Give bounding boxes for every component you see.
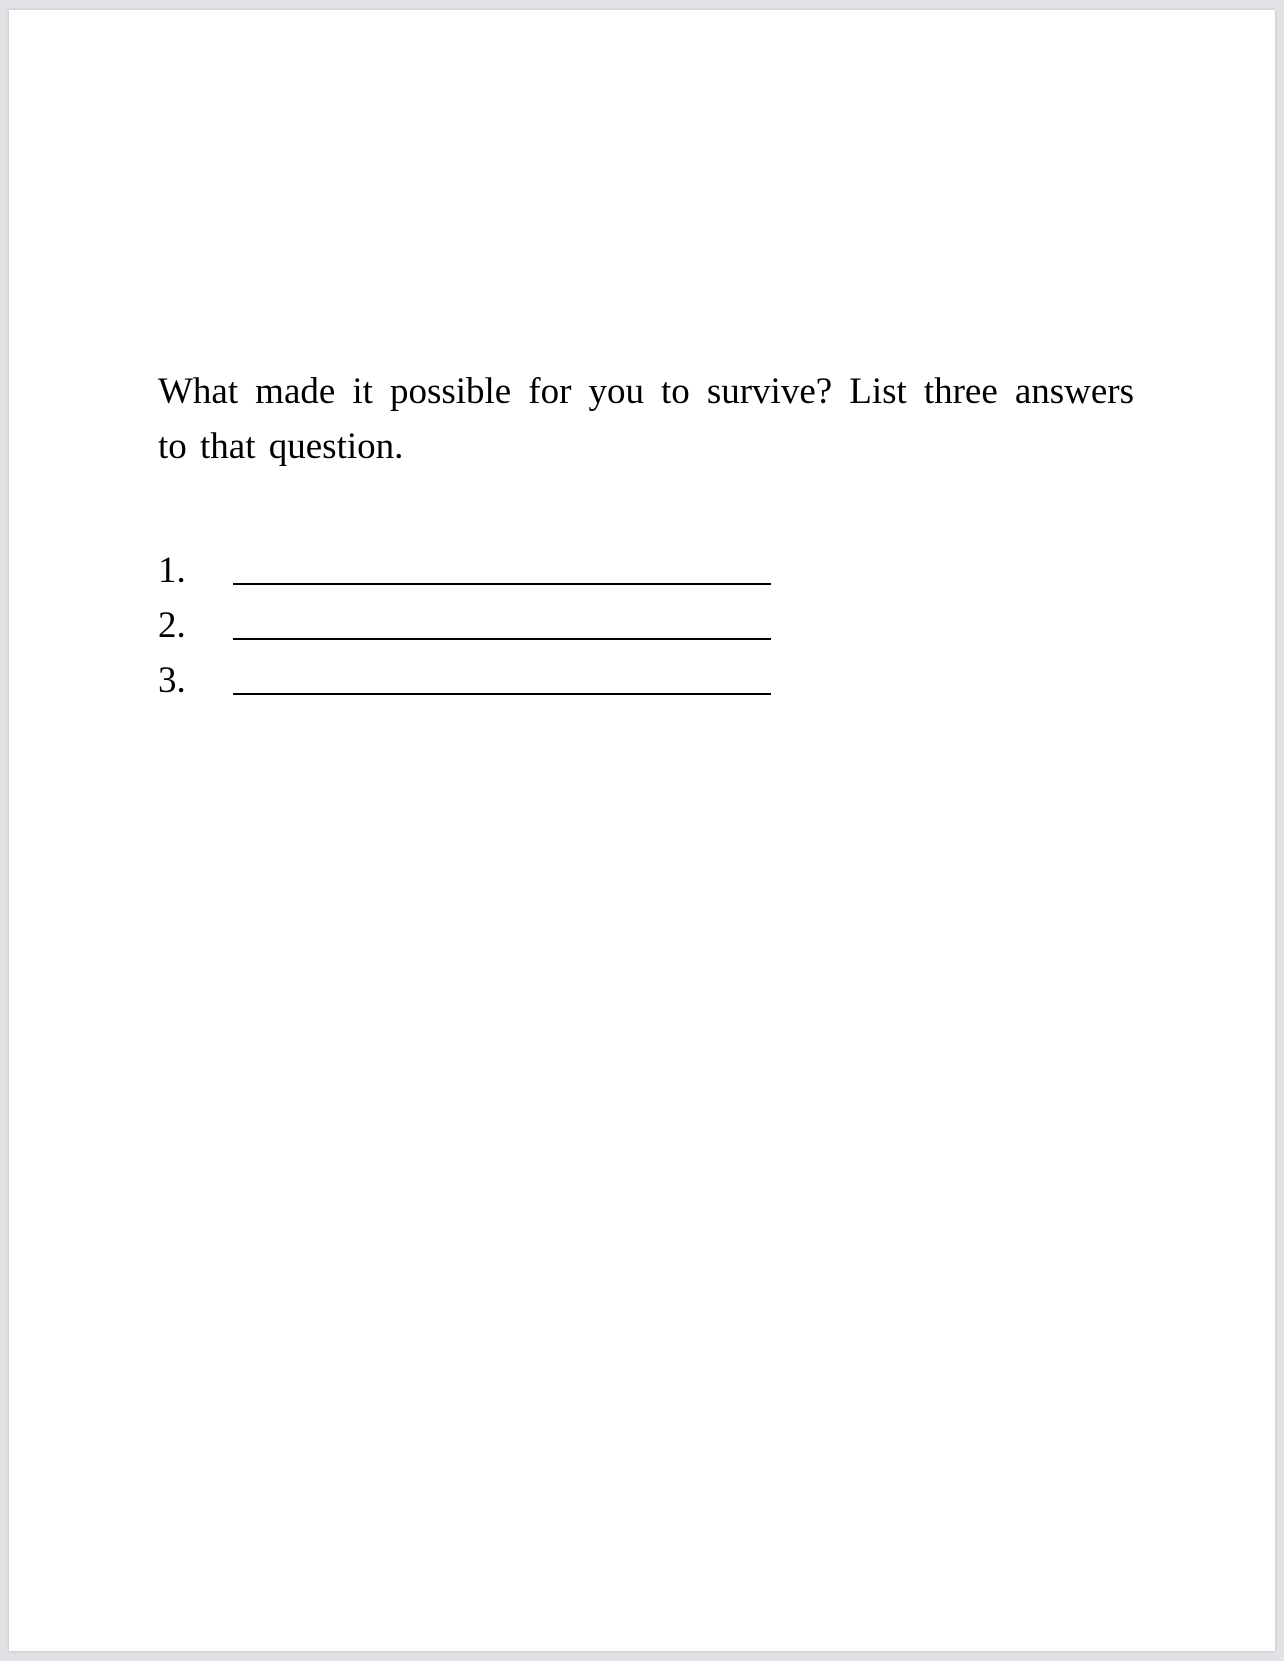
answer-blank-line-1[interactable] (233, 583, 771, 585)
answer-item-1 (158, 543, 778, 598)
question-text: What made it possible for you to survive? List three answers to that question. (158, 371, 1134, 467)
document-page (9, 10, 1275, 1651)
answer-number-1: 1. (158, 550, 186, 591)
answer-list (158, 543, 778, 708)
answer-number-3: 3. (158, 660, 186, 701)
answer-item-3 (158, 653, 778, 708)
answer-number-2: 2. (158, 605, 186, 646)
answer-blank-line-2[interactable] (233, 638, 771, 640)
answer-blank-line-3[interactable] (233, 693, 771, 695)
answer-item-2 (158, 598, 778, 653)
